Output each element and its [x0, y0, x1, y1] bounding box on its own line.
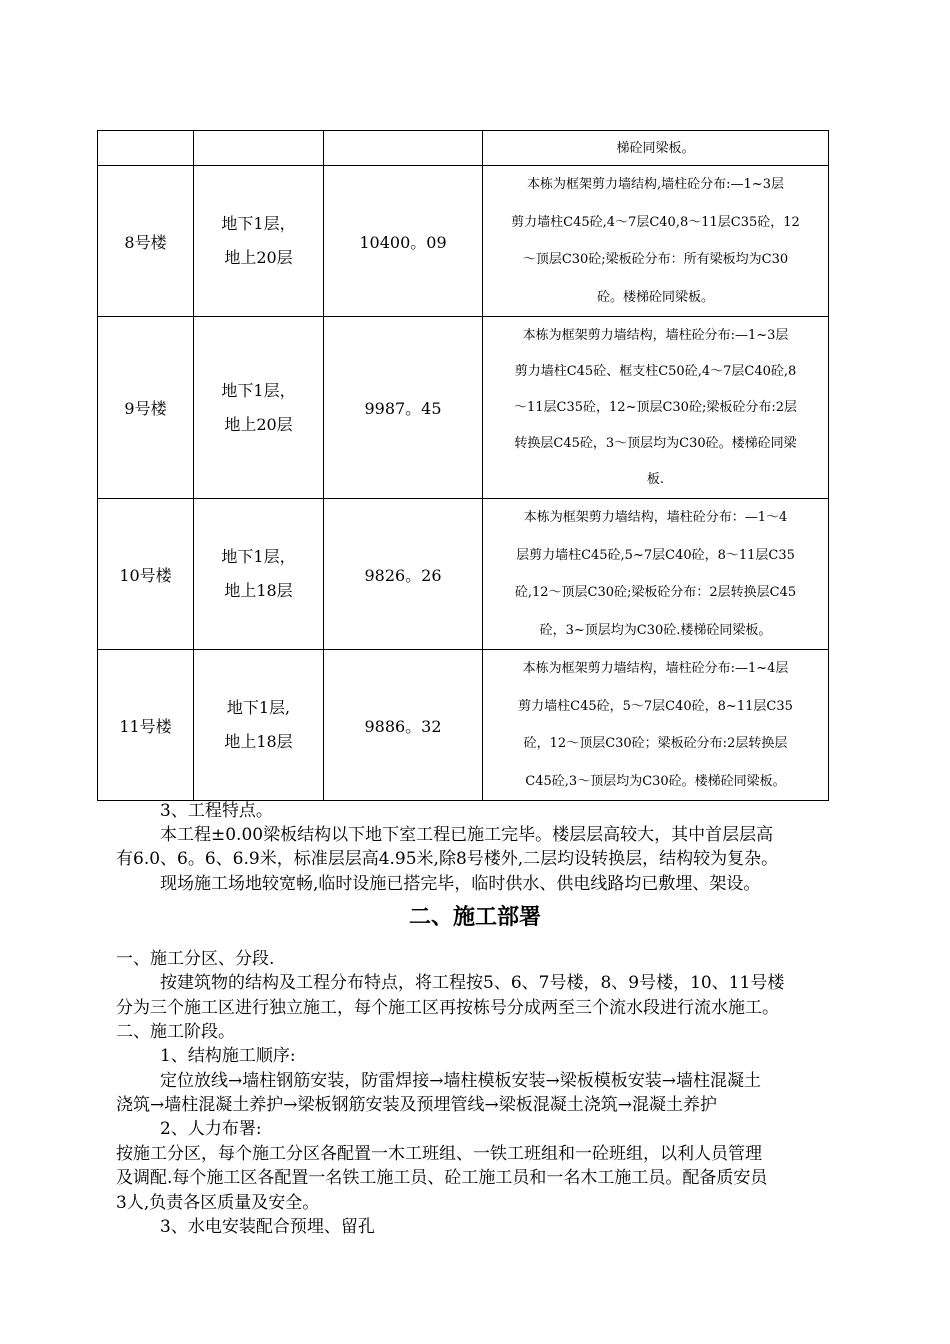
building-name: 9号楼: [98, 317, 194, 499]
structure-description: 本栋为框架剪力墙结构，墙柱砼分布：—1～4 层剪力墙柱C45砼,5~7层C40砼，8～11层C35 砼,12～顶层C30砼;梁板砼分布：2层转换层C45 砼，3~顶层均为C30砼.楼梯砼同梁板。: [483, 499, 829, 650]
table-row: [98, 499, 829, 650]
building-spec-table: [97, 130, 829, 801]
table-cell-note: 梯砼同梁板。: [483, 131, 829, 166]
table-cell-empty: [98, 131, 194, 166]
subsection-title: 一、施工分区、分段.: [116, 949, 275, 969]
floor-count: 地下1层， 地上20层: [194, 166, 324, 317]
paragraph-line: 定位放线→墙柱钢筋安装，防雷焊接→墙柱模板安装→梁板模板安装→墙柱混凝土: [160, 1071, 761, 1091]
floor-count: 地下1层, 地上18层: [194, 650, 324, 801]
paragraph-line: 浇筑→墙柱混凝土养护→梁板钢筋安装及预埋管线→梁板混凝土浇筑→混凝土养护: [116, 1095, 717, 1115]
structure-description: 本栋为框架剪力墙结构，墙柱砼分布:—1~3层 剪力墙柱C45砼、框支柱C50砼,4～7层C40砼,8 ～11层C35砼，12~顶层C30砼;梁板砼分布:2层 转换层C45砼，3～顶层均为C30砼。楼梯砼同梁 板.: [483, 317, 829, 499]
floor-count: 地下1层， 地上20层: [194, 317, 324, 499]
paragraph-line: 按建筑物的结构及工程分布特点，将工程按5、6、7号楼，8、9号楼，10、11号楼: [160, 973, 785, 993]
table-row: [98, 131, 829, 166]
paragraph-line: 按施工分区，每个施工分区各配置一木工班组、一铁工班组和一砼班组，以利人员管理: [116, 1144, 762, 1164]
item-title: 2、人力布署:: [160, 1119, 262, 1139]
building-name: 11号楼: [98, 650, 194, 801]
subsection-title: 二、施工阶段。: [116, 1022, 235, 1042]
table-row: [98, 650, 829, 801]
item-title: 1、结构施工顺序:: [160, 1046, 296, 1066]
item-title: 3、水电安装配合预埋、留孔: [160, 1217, 375, 1237]
structure-description: 本栋为框架剪力墙结构,墙柱砼分布:—1~3层 剪力墙柱C45砼,4～7层C40,8～11层C35砼，12 ～顶层C30砼;梁板砼分布：所有梁板均为C30 砼。楼梯砼同梁板。: [483, 166, 829, 317]
paragraph-line: 分为三个施工区进行独立施工，每个施工区再按栋号分成两至三个流水段进行流水施工。: [116, 998, 779, 1018]
building-name: 8号楼: [98, 166, 194, 317]
table-row: [98, 166, 829, 317]
section-title-features: 3、工程特点。: [160, 801, 273, 821]
paragraph-line: 及调配.每个施工区各配置一名铁工施工员、砼工施工员和一名木工施工员。配备质安员: [116, 1168, 768, 1188]
paragraph-line: 有6.0、6。6、6.9米，标准层层高4.95米,除8号楼外,二层均设转换层，结构较为复杂。: [116, 849, 779, 869]
table-cell-empty: [324, 131, 483, 166]
building-area: 9826。26: [324, 499, 483, 650]
building-area: 9886。32: [324, 650, 483, 801]
section-heading: 二、施工部署: [408, 904, 541, 930]
building-name: 10号楼: [98, 499, 194, 650]
building-area: 10400。09: [324, 166, 483, 317]
paragraph-line: 现场施工场地较宽畅,临时设施已搭完毕，临时供水、供电线路均已敷埋、架设。: [160, 874, 761, 894]
paragraph-line: 本工程±0.00梁板结构以下地下室工程已施工完毕。楼层层高较大，其中首层层高: [160, 825, 774, 845]
building-area: 9987。45: [324, 317, 483, 499]
floor-count: 地下1层， 地上18层: [194, 499, 324, 650]
table-cell-empty: [194, 131, 324, 166]
paragraph-line: 3人,负责各区质量及安全。: [116, 1193, 320, 1213]
structure-description: 本栋为框架剪力墙结构，墙柱砼分布:—1~4层 剪力墙柱C45砼，5～7层C40砼，8~11层C35 砼，12～顶层C30砼；梁板砼分布:2层转换层 C45砼,3～顶层均为C30砼。楼梯砼同梁板。: [483, 650, 829, 801]
table-row: [98, 317, 829, 499]
